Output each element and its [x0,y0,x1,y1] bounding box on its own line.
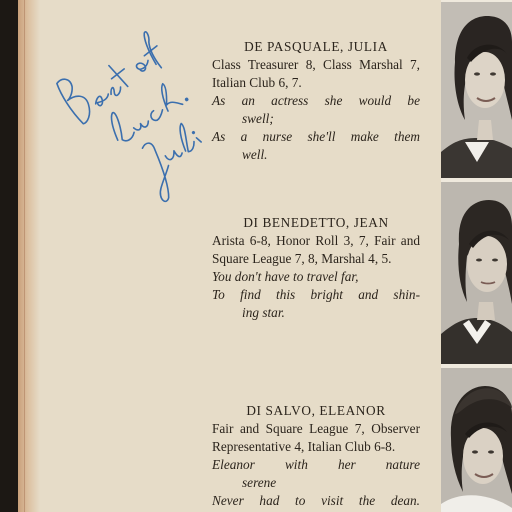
student-portrait-photo [441,368,512,512]
verse-line: serene [242,475,277,490]
student-portrait-photo [441,2,512,178]
student-name: DE PASQUALE, JULIA [244,39,388,54]
verse-line: As an actress she would be [212,93,420,108]
yearbook-page [18,0,512,512]
autograph-luck [104,75,190,145]
student-entry [212,38,420,164]
handwritten-autograph [40,10,210,210]
student-verse [212,92,420,164]
student-activities: Arista 6-8, Honor Roll 3, 7, Fair and Square League 7, 8, Marshal 4, 5. [212,233,420,266]
verse-line: To find this bright and shin- [212,287,420,302]
page-binding-edge [18,0,40,512]
student-verse [212,456,420,510]
autograph-julie [134,119,210,202]
verse-line: ing star. [242,305,285,320]
student-portrait-photo [441,182,512,364]
student-activities: Class Treasurer 8, Class Marshal 7, Italian Club 6, 7. [212,57,420,90]
student-entry [212,214,420,322]
verse-line: As a nurse she'll make them [212,129,420,144]
student-entry [212,402,420,510]
verse-line: well. [242,147,268,162]
student-verse [212,268,420,322]
photo-column [441,0,512,512]
verse-line: You don't have to travel far, [212,269,359,284]
student-name: DI SALVO, ELEANOR [246,403,386,418]
page-edge-line [24,0,25,512]
verse-line: Eleanor with her nature [212,457,420,472]
verse-line: Never had to visit the dean. [212,493,420,508]
verse-line: swell; [242,111,274,126]
student-name: DI BENEDETTO, JEAN [243,215,389,230]
student-activities: Fair and Square League 7, Observer Representative 4, Italian Club 6-8. [212,421,420,454]
